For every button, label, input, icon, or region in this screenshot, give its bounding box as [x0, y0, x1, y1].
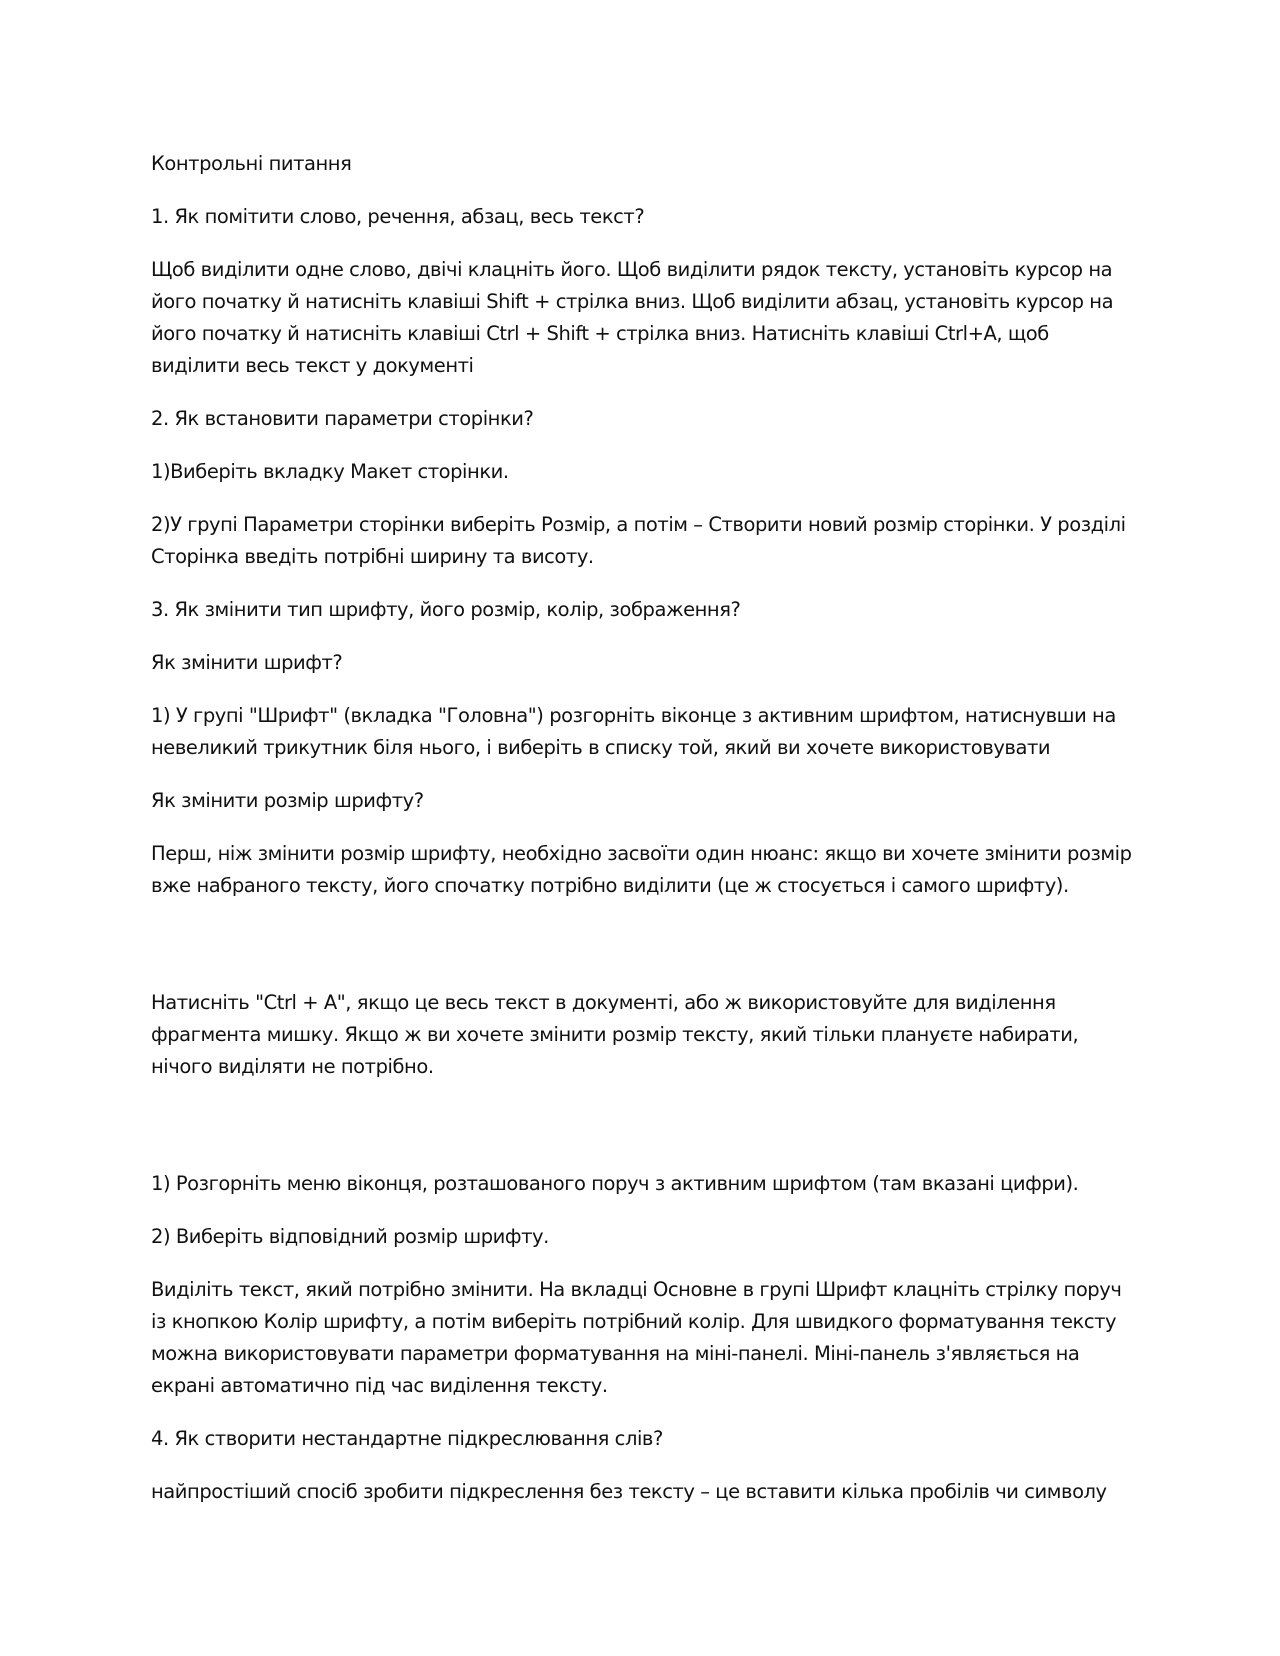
answer-font-size-intro: Перш, ніж змінити розмір шрифту, необхідно засвоїти один нюанс: якщо ви хочете змінити розмір вже набраного тексту, його спочатку потрібно виділити (це ж стосується і самого шрифту).: [151, 842, 1132, 897]
answer-font-size-step-1: 1) Розгорніть меню віконця, розташованого поруч з активним шрифтом (там вказані цифри).: [151, 1172, 1079, 1195]
question-1: 1. Як помітити слово, речення, абзац, весь текст?: [151, 205, 645, 228]
subquestion-font-size: Як змінити розмір шрифту?: [151, 789, 424, 812]
answer-1: Щоб виділити одне слово, двічі клацніть його. Щоб виділити рядок тексту, установіть курсор на його початку й натисніть клавіші Shift + стрілка вниз. Щоб виділити абзац, установіть курсор на його початку й натисніть клавіші Ctrl + Shift + стрілка вниз. Натисніть клавіші Ctrl+A, щоб виділити весь текст у документі: [151, 258, 1114, 377]
document-heading: Контрольні питання: [151, 152, 352, 175]
question-3: 3. Як змінити тип шрифту, його розмір, колір, зображення?: [151, 598, 741, 621]
question-4: 4. Як створити нестандартне підкреслювання слів?: [151, 1427, 663, 1450]
answer-font-size-select: Натисніть "Ctrl + A", якщо це весь текст в документі, або ж використовуйте для виділення фрагмента мишку. Якщо ж ви хочете змінити розмір тексту, який тільки плануєте набирати, нічого виділяти не потрібно.: [151, 991, 1079, 1078]
document-body: [151, 148, 1136, 1529]
answer-font-step-1: 1) У групі "Шрифт" (вкладка "Головна") розгорніть віконце з активним шрифтом, натиснувши на невеликий трикутник біля нього, і виберіть в списку той, який ви хочете використовувати: [151, 704, 1116, 759]
answer-2-step-1: 1)Виберіть вкладку Макет сторінки.: [151, 460, 509, 483]
answer-2-step-2: 2)У групі Параметри сторінки виберіть Розмір, а потім – Створити новий розмір сторінки. У розділі Сторінка введіть потрібні ширину та висоту.: [151, 513, 1126, 568]
question-2: 2. Як встановити параметри сторінки?: [151, 407, 534, 430]
answer-4: найпростіший спосіб зробити підкреслення без тексту – це вставити кілька пробілів чи символу: [151, 1480, 1107, 1503]
answer-font-color: Виділіть текст, який потрібно змінити. На вкладці Основне в групі Шрифт клацніть стрілку поруч із кнопкою Колір шрифту, а потім виберіть потрібний колір. Для швидкого форматування тексту можна використовувати параметри форматування на міні-панелі. Міні-панель з'являється на екрані автоматично під час виділення тексту.: [151, 1278, 1122, 1397]
answer-font-size-step-2: 2) Виберіть відповідний розмір шрифту.: [151, 1225, 549, 1248]
subquestion-font: Як змінити шрифт?: [151, 651, 343, 674]
